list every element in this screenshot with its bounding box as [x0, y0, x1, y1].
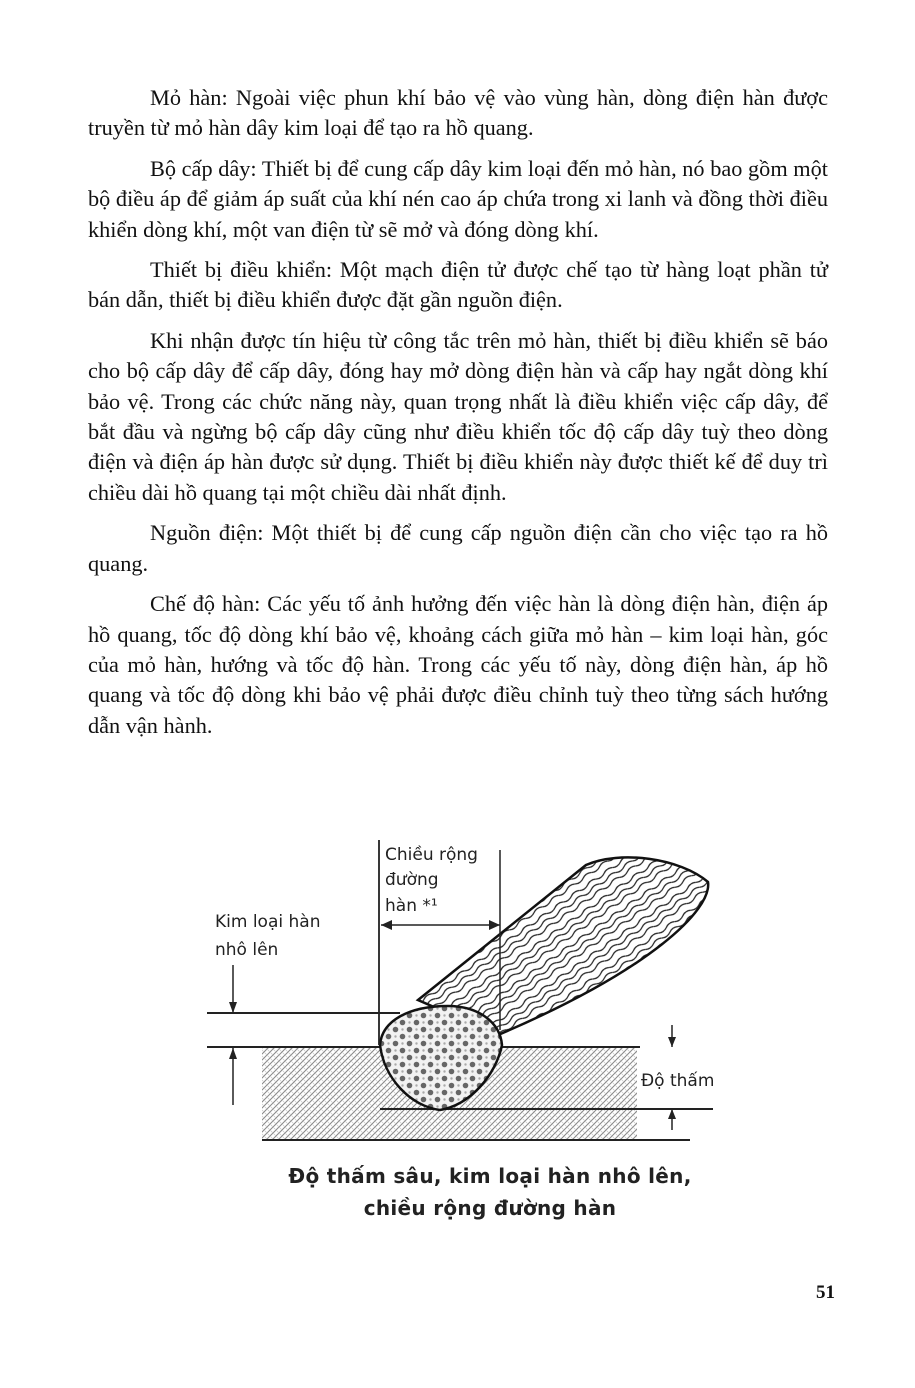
- penetration-arrow-top-head: [668, 1037, 676, 1047]
- penetration-arrow-bottom-head: [668, 1109, 676, 1119]
- caption-line2: chiều rộng đường hàn: [363, 1196, 617, 1220]
- paragraph-control-unit: Thiết bị điều khiển: Một mạch điện tử được chế tạo từ hàng loạt phần tử bán dẫn, thiết bị điều khiển được đặt gần nguồn điện.: [88, 257, 828, 313]
- paragraph-welding-torch: Mỏ hàn: Ngoài việc phun khí bảo vệ vào vùng hàn, dòng điện hàn được truyền từ mỏ hàn dây kim loại để tạo ra hồ quang.: [88, 85, 828, 141]
- label-reinforcement-line2: nhô lên: [215, 940, 279, 960]
- reinforcement-arrow-head: [229, 1002, 237, 1013]
- label-reinforcement-line1: Kim loại hàn: [215, 912, 321, 932]
- surface-arrow-head: [229, 1048, 237, 1059]
- bead-width-arrow-right: [489, 920, 500, 930]
- caption-line1: Độ thấm sâu, kim loại hàn nhô lên,: [288, 1164, 692, 1188]
- page-number: 51: [816, 1282, 835, 1303]
- label-bead-width-line2: đường: [385, 870, 439, 890]
- figure-caption: [230, 1160, 750, 1224]
- paragraph-wire-feeder: Bộ cấp dây: Thiết bị để cung cấp dây kim loại đến mỏ hàn, nó bao gồm một bộ điều áp để giảm áp suất của khí nén cao áp chứa trong xi lanh và đồng thời điều khiển dòng khí, một van điện từ sẽ mở và đóng dòng khí.: [88, 155, 828, 242]
- bead-width-arrow-left: [381, 920, 392, 930]
- label-penetration: Độ thấm: [641, 1071, 715, 1091]
- label-bead-width-line1: Chiều rộng: [385, 845, 478, 865]
- body-text: [88, 83, 828, 751]
- paragraph-power-source: Nguồn điện: Một thiết bị để cung cấp nguồn điện cần cho việc tạo ra hồ quang.: [88, 520, 828, 576]
- label-bead-width-line3: hàn *¹: [385, 896, 438, 916]
- paragraph-welding-mode: Chế độ hàn: Các yếu tố ảnh hưởng đến việc hàn là dòng điện hàn, điện áp hồ quang, tốc độ dòng khí bảo vệ, khoảng cách giữa mỏ hàn – kim loại hàn, góc của mỏ hàn, hướng và tốc độ hàn. Trong các yếu tố này, dòng điện hàn, áp hồ quang và tốc độ dòng khi bảo vệ phải được điều chỉnh tuỳ theo từng sách hướng dẫn vận hành.: [88, 591, 828, 738]
- paragraph-control-function: Khi nhận được tín hiệu từ công tắc trên mỏ hàn, thiết bị điều khiển sẽ báo cho bộ cấp dây để cấp dây, đóng hay mở dòng điện hàn và cấp hay ngắt dòng khí bảo vệ. Trong các chức năng này, quan trọng nhất là điều khiển việc cấp dây, để bắt đầu và ngừng bộ cấp dây cũng như điều khiển tốc độ cấp dây tuỳ theo dòng điện và điện áp hàn được sử dụng. Thiết bị điều khiển này được thiết kế để duy trì chiều dài hồ quang tại một chiều dài nhất định.: [88, 327, 828, 505]
